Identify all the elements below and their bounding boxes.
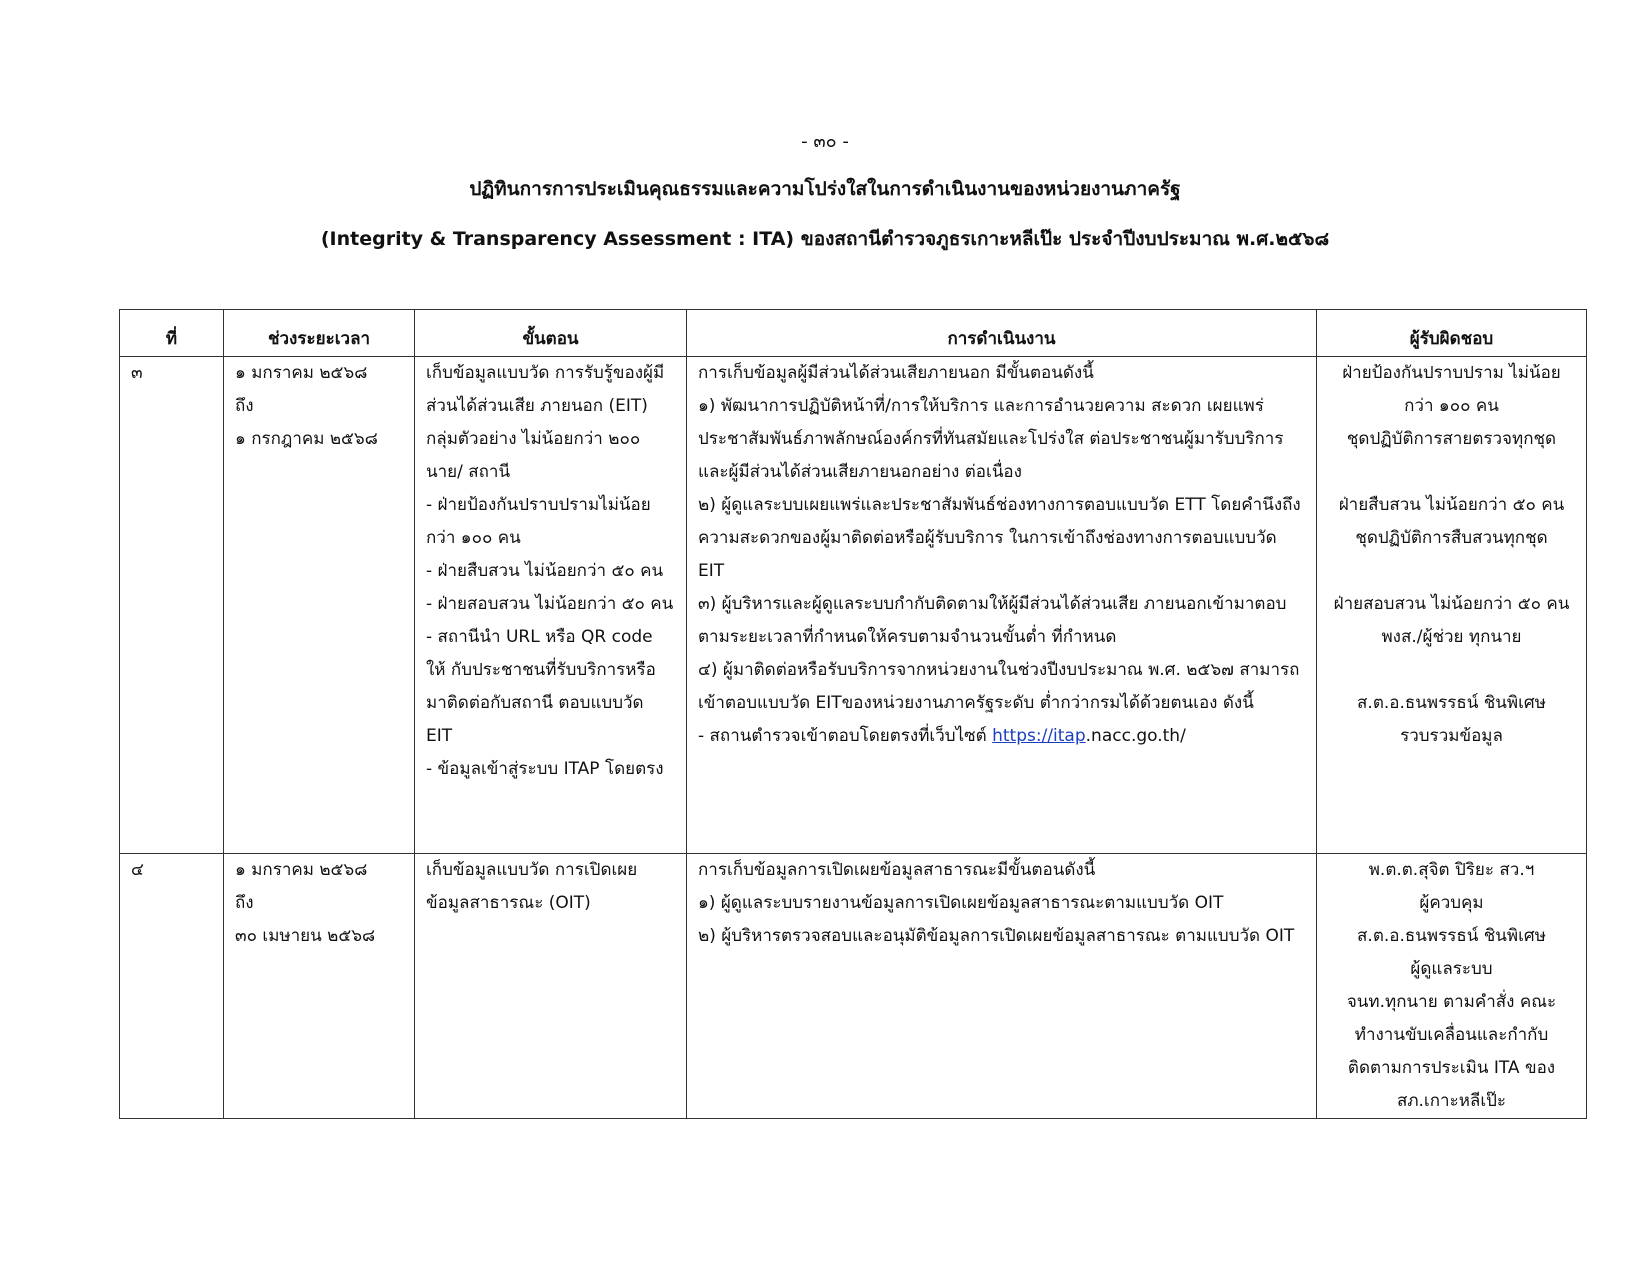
cell-action: [687, 357, 1317, 854]
responsible-line: ผู้ควบคุม: [1419, 893, 1484, 913]
cell-action: [687, 854, 1317, 1119]
header-step: ขั้นตอน: [415, 310, 687, 357]
period-end: ๓๐ เมษายน ๒๕๖๘: [235, 926, 376, 946]
action-link-prefix: - สถานตำรวจเข้าตอบโดยตรงที่เว็บไซต์: [698, 726, 993, 746]
responsible-line: ผู้ดูแลระบบ: [1410, 959, 1493, 979]
responsible-spacer: [1328, 456, 1575, 489]
step-line: - ข้อมูลเข้าสู่ระบบ ITAP โดยตรง: [426, 759, 664, 779]
action-link-line: [698, 720, 1305, 753]
action-line: การเก็บข้อมูลผู้มีส่วนได้ส่วนเสียภายนอก มีขั้นตอนดังนี้: [698, 363, 1094, 383]
cell-period: [224, 357, 415, 854]
step-line: - ฝ่ายป้องกันปราบปรามไม่น้อยกว่า ๑๐๐ คน: [426, 495, 651, 548]
responsible-line: ส.ต.อ.ธนพรรธน์ ชินพิเศษ: [1357, 926, 1546, 946]
period-to: ถึง: [235, 893, 254, 913]
action-line: ๑) พัฒนาการปฏิบัติหน้าที่/การให้บริการ และการอำนวยความ สะดวก เผยแพร่ประชาสัมพันธ์ภาพลักษณ์องค์กรที่ทันสมัยและโปร่งใส ต่อประชาชนผู้มารับบริการและผู้มีส่วนได้ส่วนเสียภายนอกอย่าง ต่อเนื่อง: [698, 396, 1284, 482]
responsible-line: ฝ่ายป้องกันปราบปราม ไม่น้อยกว่า ๑๐๐ คน: [1342, 363, 1561, 416]
cell-step: [415, 357, 687, 854]
header-no: ที่: [120, 310, 224, 357]
period-to: ถึง: [235, 396, 254, 416]
cell-period: [224, 854, 415, 1119]
action-line: ๑) ผู้ดูแลระบบรายงานข้อมูลการเปิดเผยข้อมูลสาธารณะตามแบบวัด OIT: [698, 893, 1224, 913]
step-line: - สถานีนำ URL หรือ QR code ให้ กับประชาชนที่รับบริการหรือมาติดต่อกับสถานี ตอบแบบวัด EIT: [426, 627, 656, 746]
action-line: ๔) ผู้มาติดต่อหรือรับบริการจากหน่วยงานในช่วงปีงบประมาณ พ.ศ. ๒๕๖๗ สามารถเข้าตอบแบบวัด EITของหน่วยงานภาครัฐระดับ ต่ำกว่ากรมได้ด้วยตนเอง ดังนี้: [698, 660, 1300, 713]
period-start: ๑ มกราคม ๒๕๖๘: [235, 363, 368, 383]
responsible-spacer: [1328, 654, 1575, 687]
header-responsible: ผู้รับผิดชอบ: [1317, 310, 1587, 357]
cell-step: [415, 854, 687, 1119]
responsible-line: จนท.ทุกนาย ตามคำสั่ง คณะทำงานขับเคลื่อนและกำกับติดตามการประเมิน ITA ของ สภ.เกาะหลีเป๊ะ: [1346, 992, 1557, 1111]
period-end: ๑ กรกฎาคม ๒๕๖๘: [235, 429, 378, 449]
table-row: [120, 854, 1587, 1119]
table-header-row: [120, 310, 1587, 357]
action-line: ๒) ผู้ดูแลระบบเผยแพร่และประชาสัมพันธ์ช่องทางการตอบแบบวัด ETT โดยคำนึงถึงความสะดวกของผู้มาติดต่อหรือผู้รับบริการ ในการเข้าถึงช่องทางการตอบแบบวัด EIT: [698, 495, 1301, 581]
cell-responsible: [1317, 357, 1587, 854]
header-action: การดำเนินงาน: [687, 310, 1317, 357]
responsible-spacer: [1328, 555, 1575, 588]
page-number: - ๓๐ -: [801, 131, 849, 152]
responsible-line: ฝ่ายสอบสวน ไม่น้อยกว่า ๕๐ คน: [1333, 594, 1570, 614]
responsible-line: ชุดปฏิบัติการสายตรวจทุกชุด: [1346, 429, 1557, 449]
period-start: ๑ มกราคม ๒๕๖๘: [235, 860, 368, 880]
header-period: ช่วงระยะเวลา: [224, 310, 415, 357]
step-line: - ฝ่ายสืบสวน ไม่น้อยกว่า ๕๐ คน: [426, 561, 664, 581]
responsible-line: ส.ต.อ.ธนพรรธน์ ชินพิเศษ: [1357, 693, 1546, 713]
cell-responsible: [1317, 854, 1587, 1119]
cell-no: ๓: [120, 357, 224, 854]
responsible-line: ฝ่ายสืบสวน ไม่น้อยกว่า ๕๐ คน: [1338, 495, 1565, 515]
responsible-line: รวบรวมข้อมูล: [1400, 726, 1503, 746]
responsible-line: พ.ต.ต.สุจิต ปิริยะ สว.ฯ: [1368, 860, 1535, 880]
document-subtitle: (Integrity & Transparency Assessment : ITA) ของสถานีตำรวจภูธรเกาะหลีเป๊ะ ประจำปีงบประมาณ พ.ศ.๒๕๖๘: [320, 228, 1330, 250]
action-line: ๓) ผู้บริหารและผู้ดูแลระบบกำกับติดตามให้ผู้มีส่วนได้ส่วนเสีย ภายนอกเข้ามาตอบตามระยะเวลาที่กำหนดให้ครบตามจำนวนขั้นต่ำ ที่กำหนด: [698, 594, 1287, 647]
responsible-line: พงส./ผู้ช่วย ทุกนาย: [1381, 627, 1522, 647]
ita-calendar-table: [119, 309, 1587, 1119]
action-line: ๒) ผู้บริหารตรวจสอบและอนุมัติข้อมูลการเปิดเผยข้อมูลสาธารณะ ตามแบบวัด OIT: [698, 926, 1295, 946]
step-line: เก็บข้อมูลแบบวัด การรับรู้ของผู้มีส่วนได้ส่วนเสีย ภายนอก (EIT) กลุ่มตัวอย่าง ไม่น้อยกว่า ๒๐๐ นาย/ สถานี: [426, 363, 665, 482]
action-link-suffix: .nacc.go.th/: [1085, 726, 1186, 746]
responsible-line: ชุดปฏิบัติการสืบสวนทุกชุด: [1355, 528, 1548, 548]
document-title: ปฏิทินการการประเมินคุณธรรมและความโปร่งใสในการดำเนินงานของหน่วยงานภาครัฐ: [469, 178, 1181, 200]
step-line: เก็บข้อมูลแบบวัด การเปิดเผยข้อมูลสาธารณะ (OIT): [426, 860, 638, 913]
cell-no: ๔: [120, 854, 224, 1119]
step-line: - ฝ่ายสอบสวน ไม่น้อยกว่า ๕๐ คน: [426, 594, 674, 614]
action-line: การเก็บข้อมูลการเปิดเผยข้อมูลสาธารณะมีขั้นตอนดังนี้: [698, 860, 1096, 880]
table-row: [120, 357, 1587, 854]
itap-link[interactable]: https://itap: [992, 726, 1086, 746]
